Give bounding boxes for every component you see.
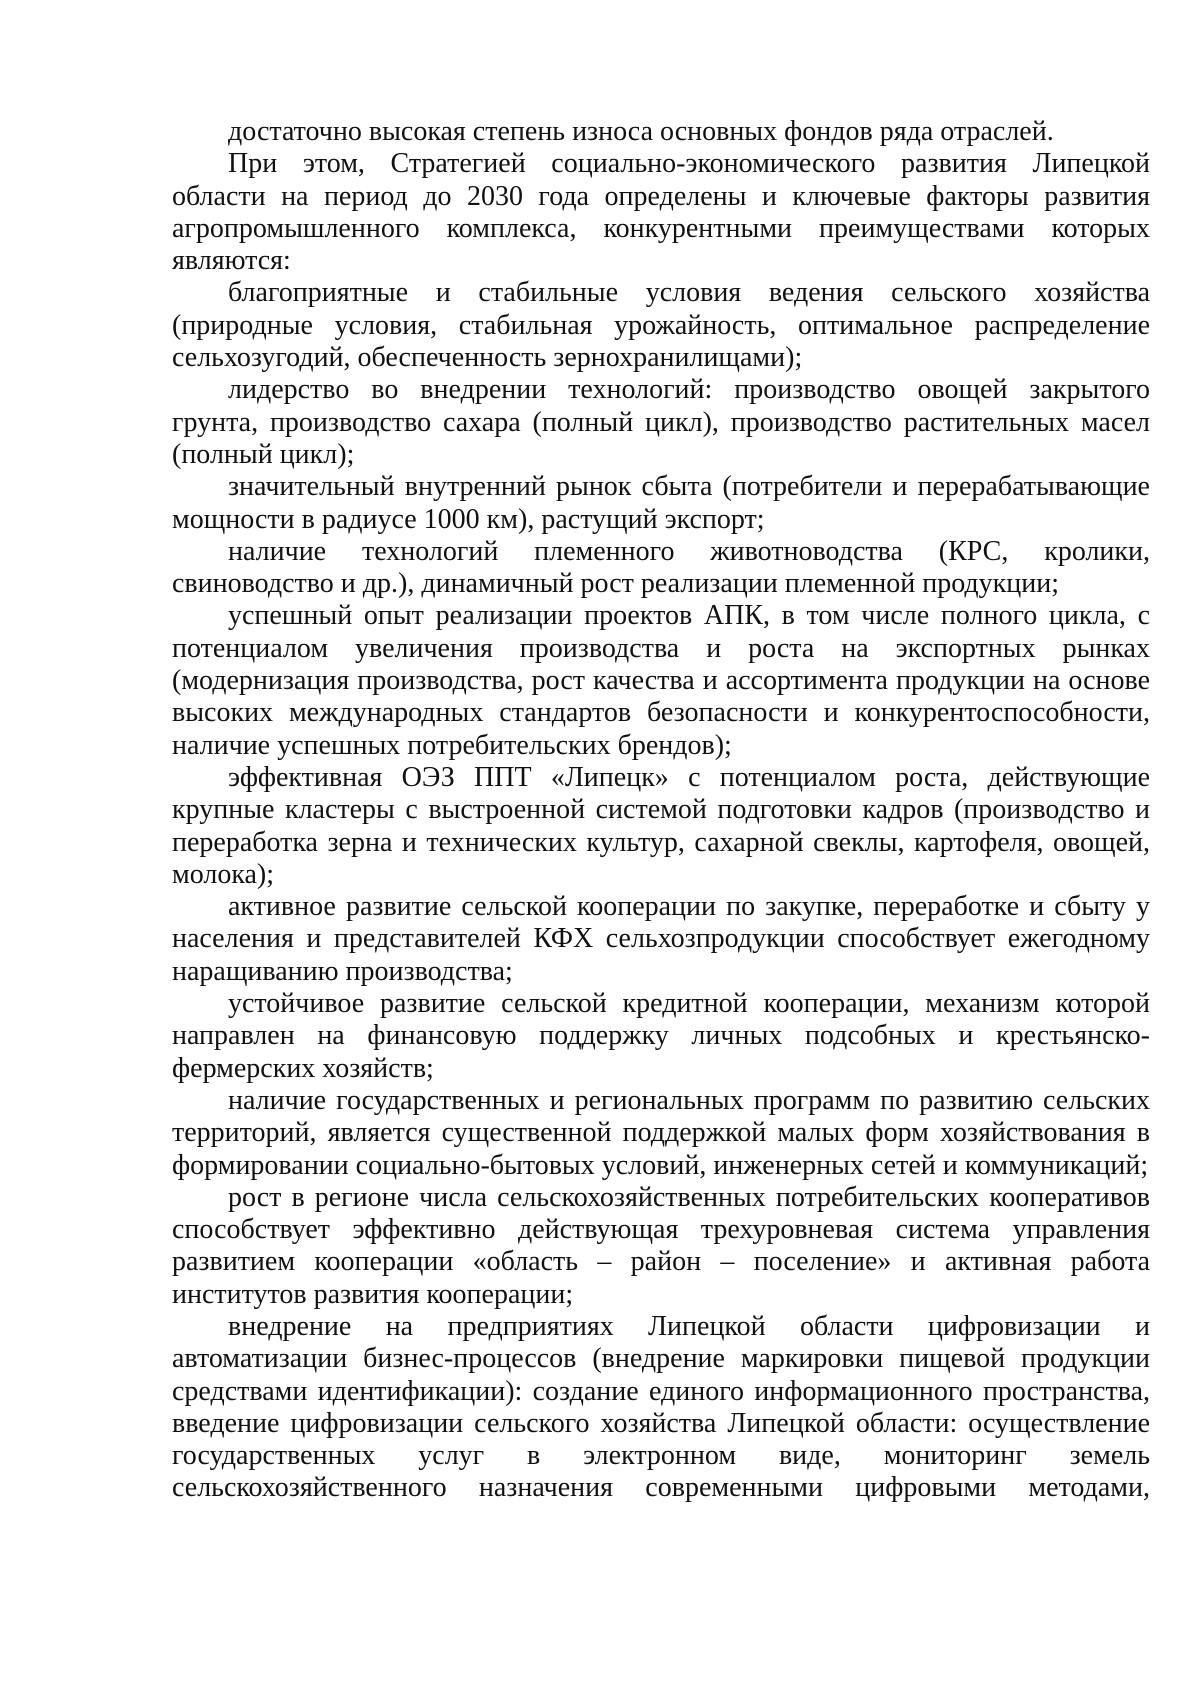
paragraph-5: значительный внутренний рынок сбыта (потребители и перерабатывающие мощности в радиусе 1000 км), растущий экспорт; (172, 471, 1150, 535)
document-body (172, 116, 1150, 1505)
paragraph-12: рост в регионе числа сельскохозяйственных потребительских кооперативов способствует эффективно действующая трехуровневая система управления развитием кооперации «область – район – поселение» и активная работа институтов развития кооперации; (172, 1181, 1150, 1310)
paragraph-10: устойчивое развитие сельской кредитной кооперации, механизм которой направлен на финансовую поддержку личных подсобных и крестьянско-фермерских хозяйств; (172, 988, 1150, 1084)
paragraph-1: достаточно высокая степень износа основных фондов ряда отраслей. (228, 116, 1054, 147)
paragraph-7: успешный опыт реализации проектов АПК, в том числе полного цикла, с потенциалом увеличения производства и роста на экспортных рынках (модернизация производства, рост качества и ассортимента продукции на основе высоких международных стандартов безопасности и конкурентоспособности, наличие успешных потребительских брендов); (172, 600, 1150, 761)
paragraph-13: внедрение на предприятиях Липецкой области цифровизации и автоматизации бизнес-процессов (внедрение маркировки пищевой продукции средствами идентификации): создание единого информационного пространства, введение цифровизации сельского хозяйства Липецкой области: осуществление государственных услуг в электронном виде, мониторинг земель сельскохозяйственного назначения современными цифровыми методами, (172, 1310, 1150, 1504)
paragraph-2: При этом, Стратегией социально-экономического развития Липецкой области на период до 2030 года определены и ключевые факторы развития агропромышленного комплекса, конкурентными преимуществами которых являются: (172, 148, 1150, 277)
paragraph-3: благоприятные и стабильные условия ведения сельского хозяйства (природные условия, стабильная урожайность, оптимальное распределение сельхозугодий, обеспеченность зернохранилищами); (172, 277, 1150, 374)
paragraph-9: активное развитие сельской кооперации по закупке, переработке и сбыту у населения и представителей КФХ сельхозпродукции способствует ежегодному наращиванию производства; (172, 891, 1150, 987)
paragraph-11: наличие государственных и региональных программ по развитию сельских территорий, является существенной поддержкой малых форм хозяйствования в формировании социально-бытовых условий, инженерных сетей и коммуникаций; (172, 1084, 1150, 1181)
paragraph-8: эффективная ОЭЗ ППТ «Липецк» с потенциалом роста, действующие крупные кластеры с выстроенной системой подготовки кадров (производство и переработка зерна и технических культур, сахарной свеклы, картофеля, овощей, молока); (172, 761, 1150, 890)
paragraph-4: лидерство во внедрении технологий: производство овощей закрытого грунта, производство сахара (полный цикл), производство растительных масел (полный цикл); (172, 374, 1150, 470)
paragraph-6: наличие технологий племенного животноводства (КРС, кролики, свиноводство и др.), динамичный рост реализации племенной продукции; (172, 535, 1150, 600)
